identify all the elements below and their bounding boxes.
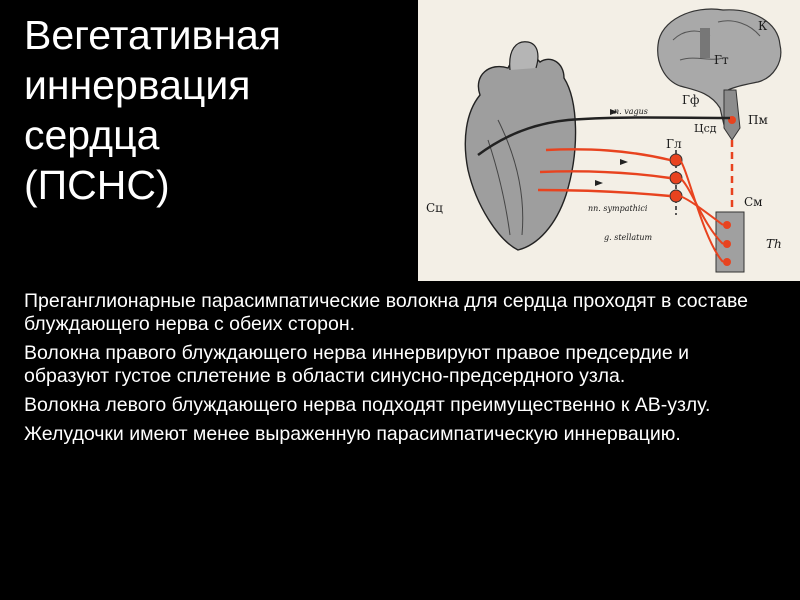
aorta (510, 42, 538, 70)
paragraph: Волокна правого блуждающего нерва иннервируют правое предсердие и образуют густое сплетение в области синусно-предсердного узла. (24, 342, 690, 387)
title-line: (ПСНС) (24, 162, 170, 208)
label-gf: Гф (682, 93, 700, 107)
brainstem (724, 90, 740, 140)
label-vagus: n. vagus (614, 107, 648, 116)
label-sympathici: nn. sympathici (588, 204, 648, 213)
hypothalamus-marker (700, 28, 710, 58)
spinal-neuron (723, 240, 731, 248)
paragraph: Волокна левого блуждающего нерва подходят преимущественно к АВ-узлу. (24, 394, 711, 416)
spinal-neuron (723, 221, 731, 229)
label-gl: Гл (666, 137, 682, 151)
title-line: сердца (24, 112, 160, 158)
label-th: Th (766, 237, 782, 251)
label-tsd: Цсд (694, 122, 717, 135)
label-stellatum: g. stellatum (604, 233, 653, 242)
label-gt: Гт (714, 53, 729, 67)
title-line: Вегетативная (24, 12, 281, 58)
label-k: К (758, 19, 768, 33)
heart-innervation-diagram (418, 0, 800, 281)
label-sm: См (744, 195, 763, 209)
slide-title (24, 10, 404, 210)
arrow-left (595, 180, 603, 186)
label-pm: Пм (748, 113, 768, 127)
arrow-left (620, 159, 628, 165)
paragraph: Преганглионарные парасимпатические волокна для сердца проходят в составе блуждающего нерва с обеих сторон. (24, 290, 748, 335)
slide-body (24, 290, 764, 452)
label-sc: Сц (426, 201, 443, 215)
paragraph: Желудочки имеют менее выраженную парасимпатическую иннервацию. (24, 423, 681, 445)
title-line: иннервация (24, 62, 251, 108)
spinal-neuron (723, 258, 731, 266)
diagram-svg (418, 0, 800, 281)
